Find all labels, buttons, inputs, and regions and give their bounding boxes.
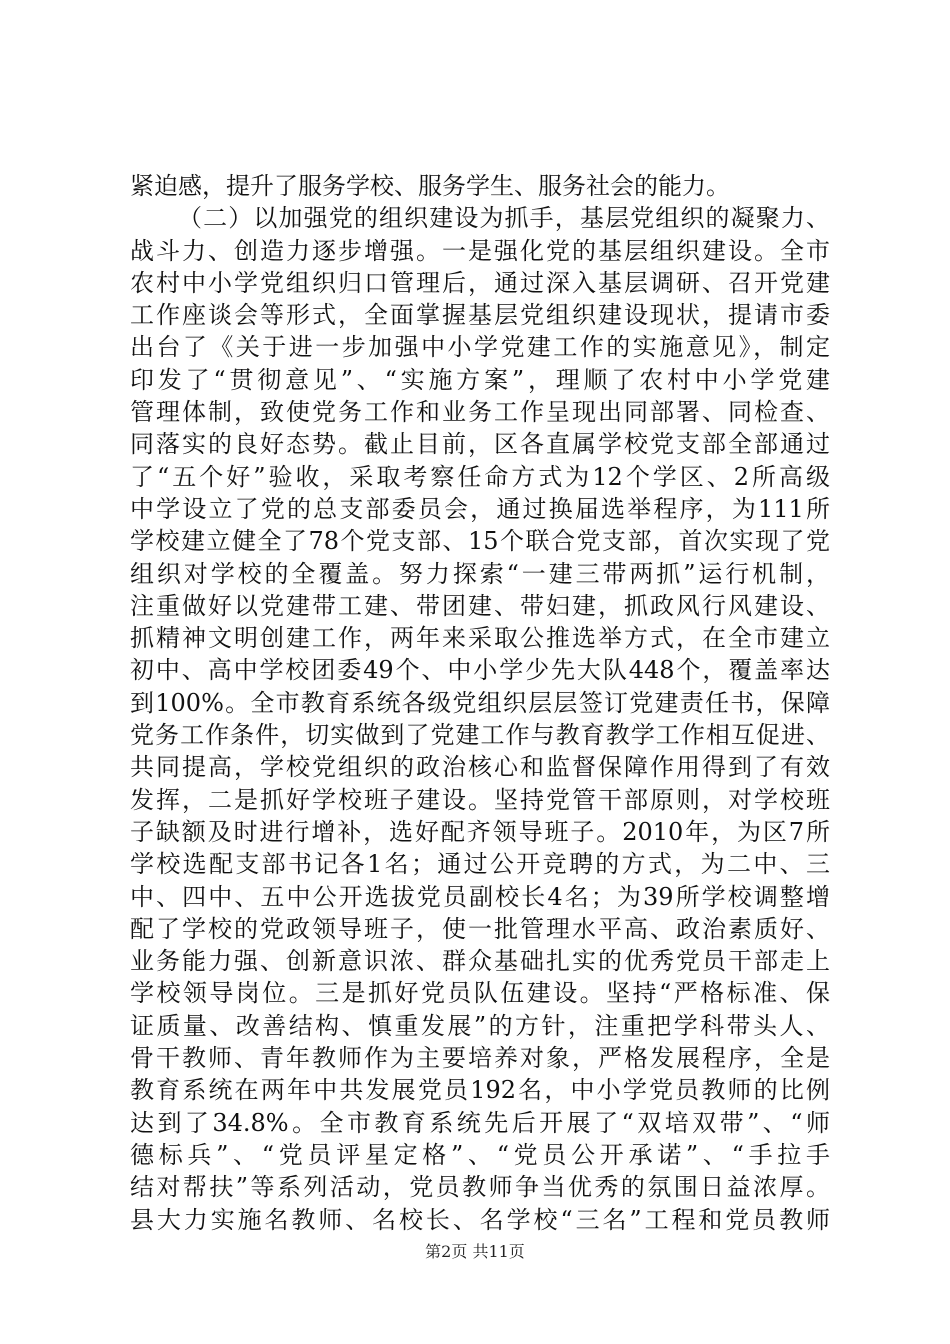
text-line: 出台了《关于进一步加强中小学党建工作的实施意见》，制定 <box>130 333 830 362</box>
text-line: 战斗力、创造力逐步增强。一是强化党的基层组织建设。全市 <box>130 236 830 265</box>
text-line: 了“五个好”验收，采取考察任命方式为12个学区、2所高级 <box>130 462 830 491</box>
body-text <box>130 170 830 1236</box>
text-line: 抓精神文明创建工作，两年来采取公推选举方式，在全市建立 <box>130 624 830 653</box>
text-line: 中学设立了党的总支部委员会，通过换届选举程序，为111所 <box>130 494 830 523</box>
text-line: 学校领导岗位。三是抓好党员队伍建设。坚持“严格标准、保 <box>130 979 830 1008</box>
text-line: 教育系统在两年中共发展党员192名，中小学党员教师的比例 <box>130 1076 830 1105</box>
text-line: 县大力实施名教师、名校长、名学校“三名”工程和党员教师 <box>130 1205 830 1234</box>
text-line: 学校选配支部书记各1名；通过公开竞聘的方式，为二中、三 <box>130 850 830 879</box>
text-line: 骨干教师、青年教师作为主要培养对象，严格发展程序，全是 <box>130 1044 830 1073</box>
text-line: 证质量、改善结构、慎重发展”的方针，注重把学科带头人、 <box>130 1011 830 1040</box>
text-line: 学校建立健全了78个党支部、15个联合党支部，首次实现了党 <box>130 527 830 556</box>
text-line: 达到了34.8%。全市教育系统先后开展了“双培双带”、“师 <box>130 1108 830 1137</box>
text-line: 注重做好以党建带工建、带团建、带妇建，抓政风行风建设、 <box>130 591 830 620</box>
text-line: 子缺额及时进行增补，选好配齐领导班子。2010年，为区7所 <box>130 817 830 846</box>
text-line: 管理体制，致使党务工作和业务工作呈现出同部署、同检查、 <box>130 398 830 427</box>
page-number: 第2页 共11页 <box>425 1242 525 1261</box>
text-line: （二）以加强党的组织建设为抓手，基层党组织的凝聚力、 <box>178 204 830 233</box>
text-line: 发挥，二是抓好学校班子建设。坚持党管干部原则，对学校班 <box>130 785 830 814</box>
text-line: 工作座谈会等形式，全面掌握基层党组织建设现状，提请市委 <box>130 301 830 330</box>
text-line: 德标兵”、“党员评星定格”、“党员公开承诺”、“手拉手 <box>130 1140 830 1169</box>
text-line: 紧迫感，提升了服务学校、服务学生、服务社会的能力。 <box>130 172 730 200</box>
text-line: 中、四中、五中公开选拔党员副校长4名；为39所学校调整增 <box>130 882 830 911</box>
text-line: 初中、高中学校团委49个、中小学少先大队448个，覆盖率达 <box>130 656 830 685</box>
text-line: 配了学校的党政领导班子，使一批管理水平高、政治素质好、 <box>130 914 830 943</box>
text-line: 共同提高，学校党组织的政治核心和监督保障作用得到了有效 <box>130 753 830 782</box>
text-line: 到100%。全市教育系统各级党组织层层签订党建责任书，保障 <box>130 688 830 717</box>
text-line: 农村中小学党组织归口管理后，通过深入基层调研、召开党建 <box>130 268 830 297</box>
text-line: 同落实的良好态势。截止目前，区各直属学校党支部全部通过 <box>130 430 830 459</box>
page-footer <box>0 1239 950 1262</box>
text-line: 印发了“贯彻意见”、“实施方案”，理顺了农村中小学党建 <box>130 365 830 394</box>
text-line: 组织对学校的全覆盖。努力探索“一建三带两抓”运行机制， <box>130 559 830 588</box>
text-line: 结对帮扶”等系列活动，党员教师争当优秀的氛围日益浓厚。 <box>130 1173 830 1202</box>
text-line: 党务工作条件，切实做到了党建工作与教育教学工作相互促进、 <box>130 721 830 750</box>
text-line: 业务能力强、创新意识浓、群众基础扎实的优秀党员干部走上 <box>130 947 830 976</box>
